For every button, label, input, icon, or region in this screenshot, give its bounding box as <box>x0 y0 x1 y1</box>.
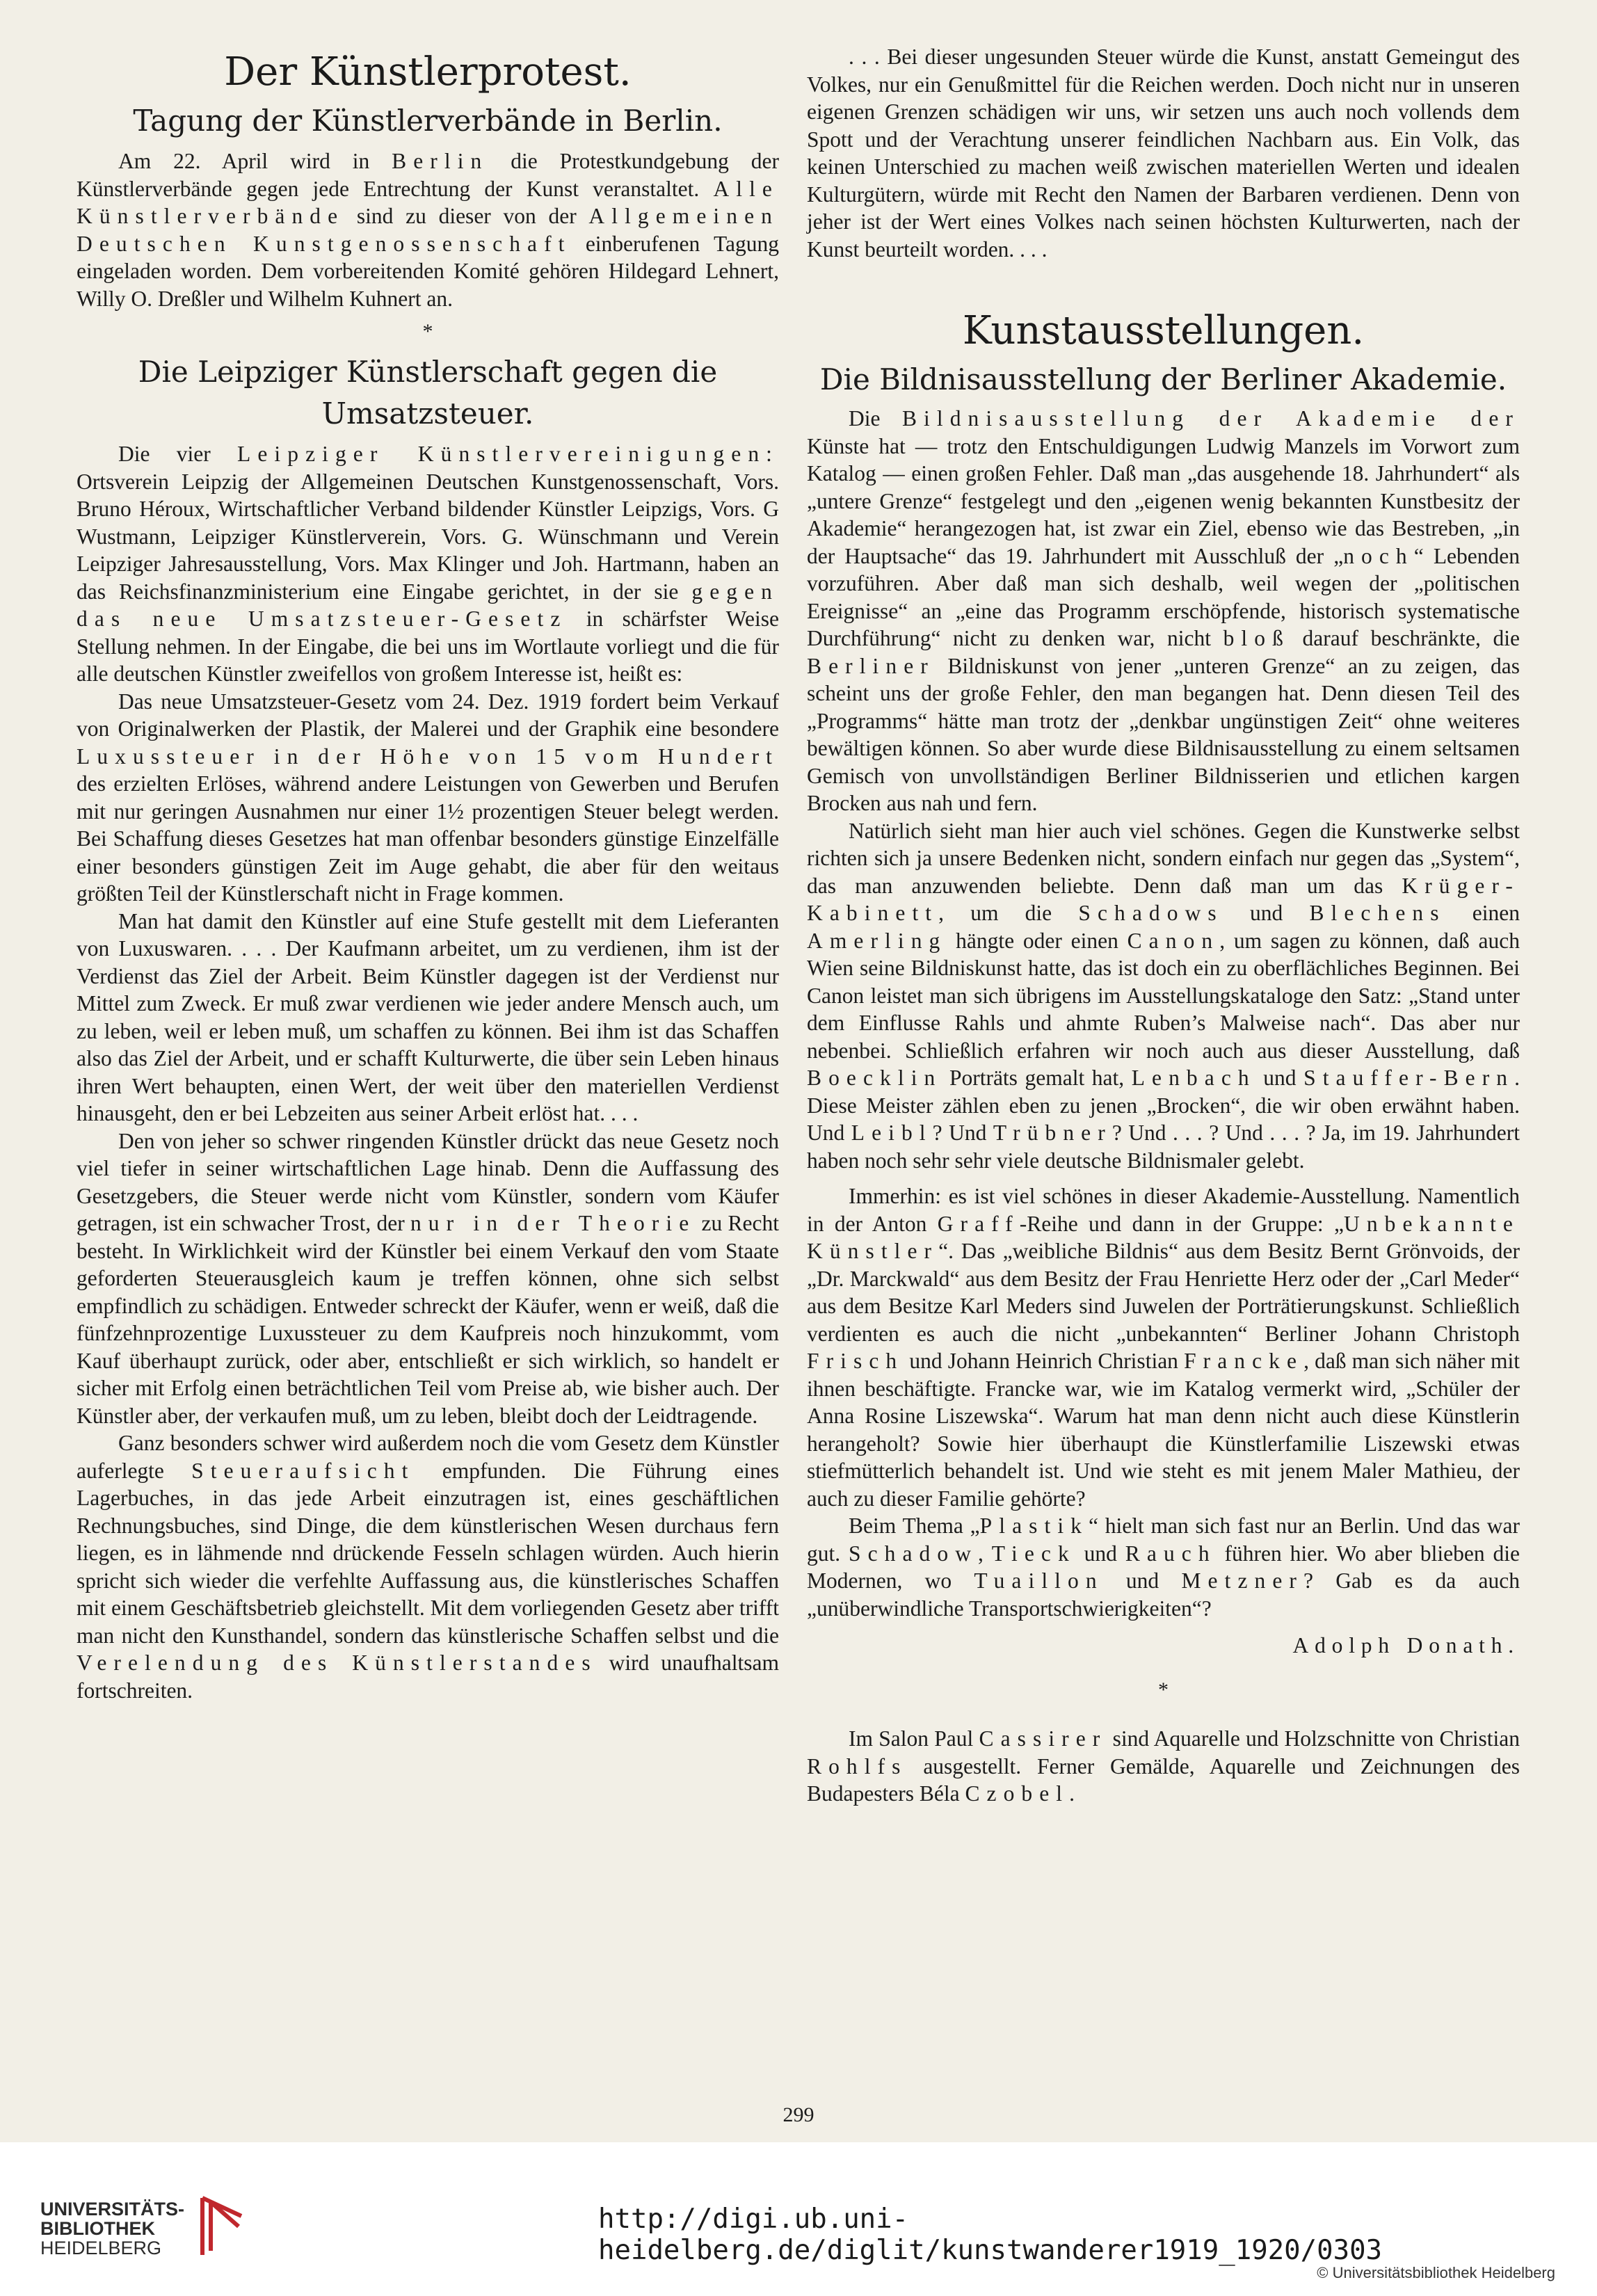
page-number: 299 <box>783 2103 814 2126</box>
separator-star: * <box>1158 1678 1169 1701</box>
copyright-note: © Universitätsbibliothek Heidelberg <box>1317 2264 1555 2281</box>
right-column <box>807 43 1520 1808</box>
paragraph-umsatzsteuer: Das neue Umsatzsteuer-Gesetz vom 24. Dez. 1919 fordert beim Verkauf von Originalwerken der Plastik, der Malerei und der Graphik eine besondere Luxussteuer in der Höhe von 15 vom Hundert des erzielten Erlöses, während andere Leistungen von Gewerben und Berufen mit nur geringen Ausnahmen nur einer 1½ prozentigen Steuer belegt werden. Bei Schaffung dieses Gesetzes hat man offenbar besonders günstige Einzelfälle einer besonders günstigen Zeit im Auge gehabt, die aber für den weitaus größten Teil der Künstlerschaft nicht in Frage kommen. <box>77 689 779 906</box>
logo-line-1: UNIVERSITÄTS- <box>40 2199 185 2219</box>
paragraph-ungesunde-steuer: . . . Bei dieser ungesunden Steuer würde die Kunst, anstatt Gemeingut des Volkes, nur ein Genußmittel für die Reichen werden. Doch nicht nur in unseren eigenen Grenzen schädigen wir uns, wir setzen uns auch noch vollends dem Spott und der Verachtung unserer feindlichen Nachbarn aus. Ein Volk, das keinen Unterschied zu machen weiß zwischen materiellen Werten und idealen Kulturgütern, würde mit Recht den Namen der Barbaren verdienen. Denn von jeher ist der Wert eines Volkes nach seinen höchsten Kulturwerten, nach der Kunst beurteilt worden. . . . <box>807 45 1520 262</box>
article-subtitle-bildnisausstellung: Die Bildnisausstellung der Berliner Akademie. <box>819 362 1507 396</box>
paragraph-leipziger-intro: Die vier Leipziger Künstlervereinigungen: Ortsverein Leipzig der Allgemeinen Deutschen Kunstgenossenschaft, Vors. Bruno Héroux, Wirtschaftlicher Verband bildender Künstler Leipzigs, Vors. G Wustmann, Leipziger Künstlerverein, Vors. G. Wünschmann und Verein Leipziger Jahresausstellung, Vors. Max Klinger und Joh. Hartmann, haben an das Reichsfinanzministerium eine Eingabe gerichtet, in der sie gegen das neue Umsatzsteuer-Gesetz in schärfster Weise Stellung nehmen. In der Eingabe, die bei uns im Wortlaute vorliegt und die für alle deutschen Künstler zweifellos von großem Interesse ist, heißt es: <box>77 442 779 686</box>
library-logo-icon <box>197 2195 246 2258</box>
paragraph-plastik: Beim Thema „Plastik“ hielt man sich fast nur an Berlin. Und das war gut. Schadow, Tieck und Rauch führen hier. Wo aber blieben die Modernen, wo Tuaillon und Metzner? Gab es da auch „unüberwindliche Transportschwierigkeiten“? <box>807 1514 1520 1621</box>
paragraph-immerhin: Immerhin: es ist viel schönes in dieser Akademie-Ausstellung. Namentlich in der Anton Graff-Reihe und dann in der Gruppe: „Unbekannte Künstler“. Das „weibliche Bildnis“ aus dem Besitz Bernt Grönvoids, der „Dr. Marckwald“ aus dem Besitz der Frau Henriette Herz oder der „Carl Meder“ aus dem Besitze Karl Meders sind Juwelen der Porträtierungskunst. Schließlich verdienten es auch die nicht „unbekannten“ Berliner Johann Christoph Frisch und Johann Heinrich Christian Francke, daß man sich näher mit ihnen beschäftigte. Francke war, wie im Katalog vermerkt wird, „Schüler der Anna Rosine Liszewska“. Warum hat man denn nicht auch diese Künstlerin herangeholt? Sowie hier überhaupt die Künstlerfamilie Liszewski etwas stiefmütterlich behandelt ist. Und wie steht es mit jenem Maler Mathieu, der auch zu dieser Familie gehörte? <box>807 1184 1520 1511</box>
paragraph-cassirer: Im Salon Paul Cassirer sind Aquarelle und Holzschnitte von Christian Rohlfs ausgestellt. Ferner Gemälde, Aquarelle und Zeichnungen des Budapesters Béla Czobel. <box>807 1726 1520 1806</box>
logo-line-3: HEIDELBERG <box>40 2238 162 2258</box>
author-signature: Adolph Donath. <box>1292 1633 1520 1657</box>
paragraph-kuenstler-lage: Den von jeher so schwer ringenden Künstler drückt das neue Gesetz noch viel tiefer in seiner wirtschaftlichen Lage hinab. Denn die Auffassung des Gesetzgebers, die Steuer werde nicht vom Künstler, sondern vom Käufer getragen, ist ein schwacher Trost, der nur in der Theorie zu Recht besteht. In Wirklichkeit wird der Künstler bei einem Verkauf den vom Staate geforderten Steuerausgleich kaum je treffen können, ohne sich selbst empfindlich zu schädigen. Entweder schreckt der Käufer, wenn er weiß, daß die fünfzehnprozentige Luxussteuer zu dem Kaufpreis noch hinzukommt, vom Kauf überhaupt zurück, oder aber, entschließt er sich wirklich, so handelt er sicher mit Erfolg einen beträchtlichen Teil vom Preise ab, wie bisher auch. Der Künstler aber, der verkaufen muß, um zu leben, bleibt doch der Leidtragende. <box>77 1128 779 1428</box>
paragraph-steueraufsicht: Ganz besonders schwer wird außerdem noch die vom Gesetz dem Künstler auferlegte Steueraufsicht empfunden. Die Führung eines Lagerbuches, in das jede Arbeit einzutragen ist, eines geschäftlichen Rechnungsbuches, sind Dinge, die dem künstlerischen Wesen durchaus fern liegen, es in lähmende nnd drückende Fesseln schlagen würden. Auch hierin spricht sich wieder die verfehlte Auffassung aus, die künstlerisches Schaffen mit einem Geschäftsbetrieb gleichstellt. Mit dem vorliegenden Gesetz aber trifft man nicht den Kunsthandel, sondern das künstlerische Schaffen selbst und die Verelendung des Künstlerstandes wird unaufhaltsam fortschreiten. <box>77 1431 779 1703</box>
permalink-url[interactable]: http://digi.ub.uni-heidelberg.de/diglit/kunstwanderer1919_1920/0303 <box>598 2203 1383 2266</box>
left-column <box>77 43 779 1704</box>
article-title-leipziger: Die Leipziger Künstlerschaft gegen die Umsatzsteuer. <box>138 355 718 431</box>
logo-line-2: BIBLIOTHEK <box>40 2218 155 2239</box>
article-title-kunstausstellungen: Kunstausstellungen. <box>962 308 1365 353</box>
paragraph-natuerlich: Natürlich sieht man hier auch viel schönes. Gegen die Kunstwerke selbst richten sich ja unsere Bedenken nicht, sondern einfach nur gegen das „System“, das man anzuwenden beliebte. Denn daß man um das Krüger-Kabinett, um die Schadows und Blechens einen Amerling hängte oder einen Canon, um sagen zu können, daß auch Wien seine Bildniskunst hatte, das ist doch ein zu oberflächliches Beginnen. Bei Canon leistet man sich übrigens im Ausstellungskataloge den Satz: „Stand unter dem Einflusse Rahls und ahmte Ruben’s Malweise nach“. Das aber nur nebenbei. Schließlich erfahren wir noch auch aus dieser Ausstellung, daß Boecklin Porträts gemalt hat, Lenbach und Stauffer-Bern. Diese Meister zählen eben zu jenen „Brocken“, die wir oben erwähnt haben. Und Leibl? Und Trübner? Und . . . ? Und . . . ? Ja, im 19. Jahrhundert haben noch sehr sehr viele deutsche Bildnismaler gelebt. <box>807 818 1520 1173</box>
article-subtitle-tagung: Tagung der Künstlerverbände in Berlin. <box>133 104 723 138</box>
separator-star: * <box>422 320 433 343</box>
digitization-footer <box>0 2142 1597 2296</box>
paragraph-luxuswaren: Man hat damit den Künstler auf eine Stufe gestellt mit dem Lieferanten von Luxuswaren. . . . Der Kaufmann arbeitet, um zu verdienen, ihm ist der Verdienst das Ziel der Arbeit. Beim Künstler dagegen ist der Verdienst nur Mittel zum Zweck. Er muß zwar verdienen wie jeder andere Mensch auch, um zu leben, weil er leben muß, um schaffen zu können. Bei ihm ist das Schaffen also das Ziel der Arbeit, und er schafft Kulturwerte, die über sein Leben hinaus ihren Wert behaupten, einen Wert, der weit über den materiellen Verdienst hinausgeht, den er bei Lebzeiten aus seiner Arbeit erlöst hat. . . . <box>77 908 779 1125</box>
paragraph-bildnisausstellung: Die Bildnisausstellung der Akademie der Künste hat — trotz den Entschuldigungen Ludwig Manzels im Vorwort zum Katalog — einen großen Fehler. Daß man „das ausgehende 18. Jahrhundert“ als „untere Grenze“ festgelegt und den „eigenen wenig bekannten Kunstbesitz der Akademie“ herangezogen hat, ist zwar ein Ziel, ebenso wie das Bestreben, „in der Hauptsache“ das 19. Jahrhundert mit Ausschluß der „noch“ Lebenden vorzuführen. Aber daß man sich deshalb, weil wegen der „politischen Ereignisse“ an „eine das Programm erschöpfende, historisch systematische Durchführung“ nicht zu denken war, nicht bloß darauf beschränkte, die Berliner Bildniskunst von jener „unteren Grenze“ an zu zeigen, das scheint uns der große Fehler, den man begangen hat. Denn diesen Teil des „Programms“ hätte man trotz der „denkbar ungünstigen Zeit“ ohne weiteres bewältigen können. So aber wurde diese Bildnisausstellung zu einem seltsamen Gemisch von unvollständigen Berliner Bildnisserien und etlichen kargen Brocken aus nah und fern. <box>807 406 1520 815</box>
article-title-kuenstlerprotest: Der Künstlerprotest. <box>224 49 632 95</box>
paragraph-tagung: Am 22. April wird in Berlin die Protestkundgebung der Künstlerverbände gegen jede Entrechtung der Kunst veranstaltet. Alle Künstlerverbände sind zu dieser von der Allgemeinen Deutschen Kunstgenossenschaft einberufenen Tagung eingeladen worden. Dem vorbereitenden Komité gehören Hildegard Lehnert, Willy O. Dreßler und Wilhelm Kuhnert an. <box>77 149 780 311</box>
